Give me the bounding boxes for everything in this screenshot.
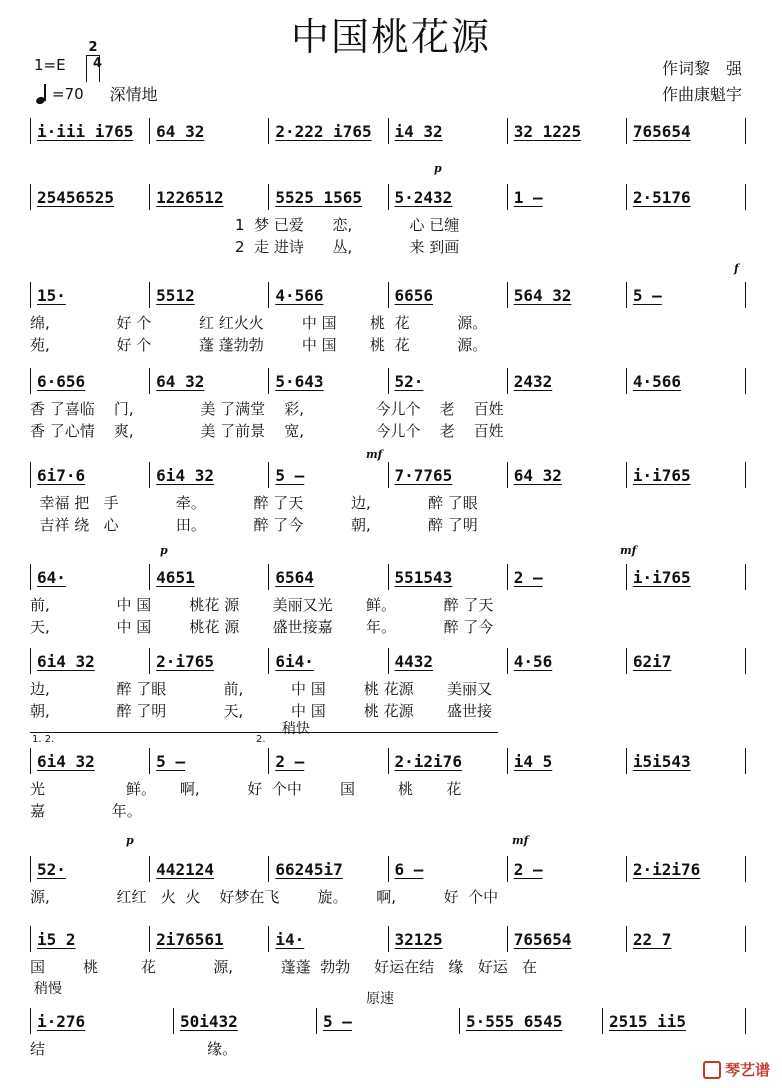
measure bbox=[507, 282, 626, 308]
measure-notes: 2·i2i76 bbox=[394, 751, 462, 771]
measure bbox=[388, 282, 507, 308]
measure bbox=[30, 926, 149, 952]
measure bbox=[602, 1008, 746, 1034]
measure-notes: 66245i7 bbox=[275, 859, 343, 879]
measure-notes: 6 — bbox=[394, 859, 424, 879]
measure-notes: 25456525 bbox=[37, 187, 115, 207]
measure-notes: 2 — bbox=[513, 567, 543, 587]
measure-notes: 52· bbox=[394, 371, 424, 391]
measure-notes: 4651 bbox=[156, 567, 195, 587]
dynamic-p: p bbox=[126, 834, 134, 847]
measure bbox=[626, 118, 746, 144]
measure-notes: 22 7 bbox=[632, 929, 672, 949]
lyric-line: 朝, 醉 了明 天, 中 国 桃 花源 盛世接 bbox=[30, 702, 493, 720]
measure-notes: i4· bbox=[275, 929, 305, 949]
measure bbox=[268, 926, 387, 952]
measure bbox=[149, 748, 268, 774]
measure bbox=[149, 856, 268, 882]
measure bbox=[30, 118, 149, 144]
measure bbox=[388, 564, 507, 590]
lyric-line: 前, 中 国 桃花 源 美丽又光 鲜。 醉 了天 bbox=[30, 596, 494, 614]
measure-notes: 2432 bbox=[513, 371, 553, 391]
measure bbox=[30, 184, 149, 210]
measure-notes: 5 — bbox=[275, 465, 305, 485]
measure bbox=[507, 926, 626, 952]
site-logo bbox=[703, 1059, 770, 1080]
measure bbox=[626, 282, 746, 308]
lyric-line: 苑, 好 个 蓬 蓬勃勃 中 国 桃 花 源。 bbox=[30, 336, 488, 354]
measure bbox=[626, 462, 746, 488]
measure bbox=[149, 184, 268, 210]
measure bbox=[268, 282, 387, 308]
measure-notes: i5 2 bbox=[37, 929, 76, 949]
measure-notes: 64 32 bbox=[513, 465, 562, 485]
measure-notes: 5·643 bbox=[275, 371, 324, 391]
measure-notes: 4432 bbox=[394, 651, 434, 671]
measure bbox=[507, 462, 626, 488]
music-line bbox=[30, 282, 746, 308]
measure-notes: 62i7 bbox=[632, 651, 672, 671]
measure bbox=[626, 368, 746, 394]
measure-notes: i4 5 bbox=[513, 751, 553, 771]
measure-notes: 6i7·6 bbox=[37, 465, 86, 485]
measure bbox=[459, 1008, 602, 1034]
measure bbox=[30, 856, 149, 882]
measure-notes: 4·566 bbox=[275, 285, 324, 305]
measure bbox=[626, 856, 746, 882]
lyric-line: 2 走 进诗 丛, 来 到画 bbox=[30, 238, 460, 256]
lyricist-credit: 作词黎 强 bbox=[661, 59, 742, 78]
measure bbox=[268, 184, 387, 210]
tempo-marking bbox=[36, 82, 158, 105]
measure-notes: i·iii i765 bbox=[37, 121, 134, 141]
measure bbox=[507, 648, 626, 674]
measure bbox=[268, 856, 387, 882]
lyric-line: 天, 中 国 桃花 源 盛世接嘉 年。 醉 了今 bbox=[30, 618, 494, 636]
lyric-line: 光 鲜。 啊, 好 个中 国 桃 花 bbox=[30, 780, 462, 798]
song-title: 中国桃花源 bbox=[290, 15, 491, 59]
volta-bracket-1 bbox=[30, 732, 252, 733]
volta-bracket-2 bbox=[252, 732, 498, 733]
measure bbox=[30, 282, 149, 308]
measure-notes: 2i76561 bbox=[156, 929, 224, 949]
measure bbox=[626, 184, 746, 210]
measure bbox=[507, 564, 626, 590]
measure-notes: 765654 bbox=[632, 121, 691, 141]
measure-notes: 1 — bbox=[513, 187, 543, 207]
measure bbox=[149, 462, 268, 488]
music-line bbox=[30, 368, 746, 394]
measure-notes: 5 — bbox=[323, 1011, 352, 1031]
measure bbox=[316, 1008, 459, 1034]
measure-notes: i5i543 bbox=[632, 751, 691, 771]
measure-notes: 15· bbox=[37, 285, 66, 305]
measure bbox=[388, 118, 507, 144]
lyric-line: 1 梦 已爱 恋, 心 已缠 bbox=[30, 216, 460, 234]
music-line bbox=[30, 1008, 746, 1034]
measure-notes: 6i4· bbox=[275, 651, 314, 671]
key-signature: 1=E bbox=[34, 56, 66, 74]
measure-notes: i·i765 bbox=[632, 567, 691, 587]
volta-second: 2. bbox=[256, 734, 266, 745]
lyric-line: 香 了心情 爽, 美 了前景 宽, 今儿个 老 百姓 bbox=[30, 422, 504, 440]
measure-notes: 5 — bbox=[156, 751, 186, 771]
measure bbox=[149, 926, 268, 952]
measure bbox=[388, 368, 507, 394]
measure-notes: 1226512 bbox=[156, 187, 224, 207]
measure bbox=[507, 368, 626, 394]
measure-notes: 5 — bbox=[632, 285, 662, 305]
time-top: 2 bbox=[88, 40, 98, 55]
measure bbox=[268, 368, 387, 394]
lyric-line: 国 桃 花 源, 蓬蓬 勃勃 好运在结 缘 好运 在 bbox=[30, 958, 538, 976]
measure bbox=[507, 748, 626, 774]
measure bbox=[388, 184, 507, 210]
measure-notes: 32 1225 bbox=[513, 121, 582, 141]
composer-credit: 作曲康魁宇 bbox=[661, 85, 742, 104]
measure bbox=[626, 564, 746, 590]
measure bbox=[268, 748, 387, 774]
dynamic-f: f bbox=[734, 262, 739, 275]
time-signature bbox=[86, 40, 103, 82]
measure bbox=[30, 462, 149, 488]
measure-notes: i·276 bbox=[37, 1011, 86, 1031]
lyric-line: 吉祥 绕 心 田。 醉 了今 朝, 醉 了明 bbox=[30, 516, 478, 534]
volta-first: 1. 2. bbox=[32, 734, 55, 745]
measure-notes: 7·7765 bbox=[394, 465, 453, 485]
tempo-faster: 稍快 bbox=[282, 721, 310, 737]
measure-notes: 6564 bbox=[275, 567, 314, 587]
measure bbox=[173, 1008, 316, 1034]
measure bbox=[388, 648, 507, 674]
measure bbox=[268, 462, 387, 488]
measure-notes: 64 32 bbox=[156, 121, 205, 141]
music-line bbox=[30, 564, 746, 590]
tempo-value: =70 bbox=[52, 84, 84, 103]
dynamic-mf: mf bbox=[512, 834, 529, 847]
logo-text: 琴艺谱 bbox=[724, 1061, 770, 1079]
measure bbox=[507, 184, 626, 210]
measure bbox=[388, 856, 507, 882]
measure-notes: 2·222 i765 bbox=[275, 121, 372, 141]
measure-notes: 2·i765 bbox=[156, 651, 214, 671]
measure bbox=[30, 748, 149, 774]
dynamic-p: p bbox=[160, 544, 168, 557]
lyric-line: 结 缘。 bbox=[30, 1040, 238, 1058]
measure-notes: i·i765 bbox=[632, 465, 691, 485]
measure bbox=[268, 118, 387, 144]
measure bbox=[626, 926, 746, 952]
measure bbox=[149, 118, 268, 144]
measure bbox=[149, 368, 268, 394]
measure bbox=[388, 748, 507, 774]
measure-notes: 2·i2i76 bbox=[632, 859, 701, 879]
measure-notes: 64 32 bbox=[156, 371, 205, 391]
measure-notes: 442124 bbox=[156, 859, 214, 879]
lyric-line: 香 了喜临 门, 美 了满堂 彩, 今儿个 老 百姓 bbox=[30, 400, 504, 418]
measure bbox=[268, 648, 387, 674]
measure-notes: 32125 bbox=[394, 929, 443, 949]
music-line bbox=[30, 184, 746, 210]
measure bbox=[149, 282, 268, 308]
lyric-line: 嘉 年。 bbox=[30, 802, 142, 820]
measure-notes: 4·56 bbox=[513, 651, 553, 671]
measure-notes: 6·656 bbox=[37, 371, 86, 391]
measure bbox=[30, 368, 149, 394]
music-line bbox=[30, 462, 746, 488]
music-line bbox=[30, 118, 746, 144]
dynamic-mf: mf bbox=[366, 448, 383, 461]
lyric-line: 源, 红红 火 火 好梦在飞 旋。 啊, 好 个中 bbox=[30, 888, 499, 906]
tempo-original: 原速 bbox=[366, 991, 394, 1007]
measure-notes: 5·555 6545 bbox=[466, 1011, 563, 1031]
measure-notes: 5525 1565 bbox=[275, 187, 363, 207]
measure bbox=[507, 118, 626, 144]
measure-notes: 5·2432 bbox=[394, 187, 453, 207]
quarter-note-icon bbox=[36, 84, 48, 104]
measure-notes: 6i4 32 bbox=[37, 751, 95, 771]
measure bbox=[626, 748, 746, 774]
measure-notes: 2 — bbox=[513, 859, 543, 879]
music-line bbox=[30, 748, 746, 774]
measure bbox=[149, 648, 268, 674]
lyric-line: 边, 醉 了眼 前, 中 国 桃 花源 美丽又 bbox=[30, 680, 493, 698]
measure-notes: 52· bbox=[37, 859, 66, 879]
lyric-line: 绵, 好 个 红 红火火 中 国 桃 花 源。 bbox=[30, 314, 488, 332]
tempo-mood: 深情地 bbox=[109, 85, 158, 104]
measure bbox=[268, 564, 387, 590]
measure-notes: 551543 bbox=[394, 567, 453, 587]
measure-notes: 2515 ii5 bbox=[609, 1011, 687, 1031]
tempo-slower: 稍慢 bbox=[34, 981, 62, 997]
measure bbox=[626, 648, 746, 674]
measure bbox=[388, 926, 507, 952]
measure-notes: 2 — bbox=[275, 751, 305, 771]
measure bbox=[30, 564, 149, 590]
measure-notes: i4 32 bbox=[394, 121, 443, 141]
measure-notes: 50i432 bbox=[180, 1011, 238, 1031]
music-line bbox=[30, 856, 746, 882]
measure-notes: 64· bbox=[37, 567, 66, 587]
measure bbox=[30, 648, 149, 674]
measure bbox=[149, 564, 268, 590]
dynamic-p: p bbox=[434, 162, 442, 175]
dynamic-mf: mf bbox=[620, 544, 637, 557]
music-line bbox=[30, 926, 746, 952]
measure bbox=[507, 856, 626, 882]
measure-notes: 564 32 bbox=[513, 285, 572, 305]
measure-notes: 2·5176 bbox=[632, 187, 691, 207]
time-bottom: 4 bbox=[86, 55, 100, 82]
measure-notes: 6i4 32 bbox=[37, 651, 95, 671]
lyric-line: 幸福 把 手 牵。 醉 了天 边, 醉 了眼 bbox=[30, 494, 478, 512]
measure bbox=[388, 462, 507, 488]
measure bbox=[30, 1008, 173, 1034]
music-line bbox=[30, 648, 746, 674]
measure-notes: 5512 bbox=[156, 285, 195, 305]
measure-notes: 765654 bbox=[513, 929, 572, 949]
measure-notes: 4·566 bbox=[632, 371, 682, 391]
measure-notes: 6i4 32 bbox=[156, 465, 214, 485]
logo-icon bbox=[703, 1061, 721, 1079]
measure-notes: 6656 bbox=[394, 285, 434, 305]
